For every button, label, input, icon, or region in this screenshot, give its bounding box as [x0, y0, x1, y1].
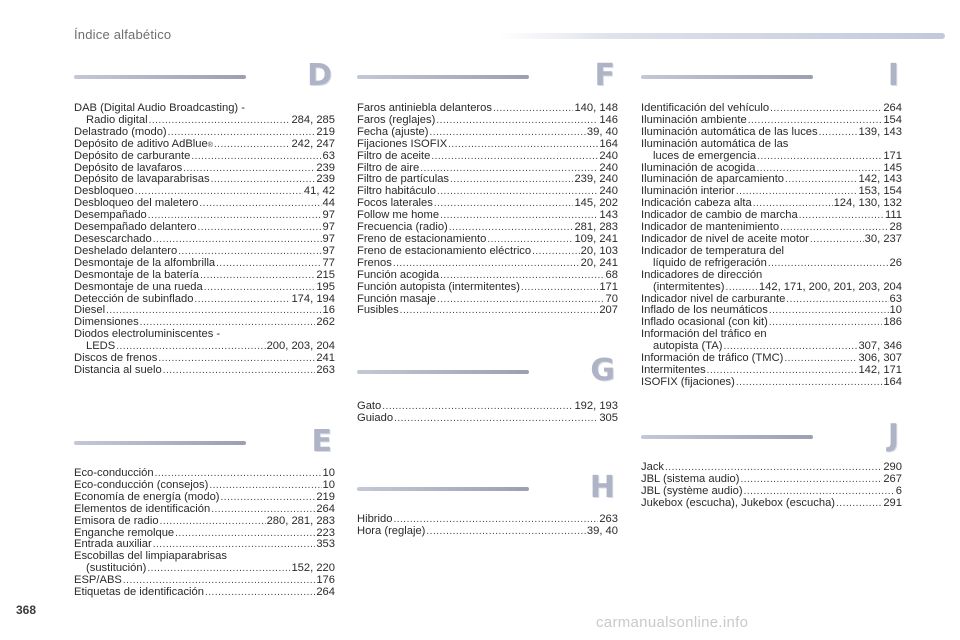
entry-term: Iluminación de acogida — [641, 161, 756, 174]
dot-leader — [430, 127, 586, 139]
index-entry — [74, 492, 335, 504]
entry-page-ref: 284, 285 — [291, 113, 335, 126]
dot-leader — [214, 139, 291, 151]
entry-page-ref: 281, 283 — [574, 221, 618, 234]
entry-page-ref: 145 — [883, 161, 902, 174]
entry-page-ref: 290 — [883, 461, 902, 473]
entry-term: (intermitentes) — [653, 280, 725, 293]
dot-leader — [426, 526, 585, 538]
dot-leader — [437, 294, 605, 306]
entry-page-ref: 20, 103 — [580, 244, 618, 257]
index-entry — [357, 526, 618, 538]
entry-page-ref: 186 — [883, 316, 902, 329]
entry-term: Información de tráfico (TMC) — [641, 352, 784, 365]
section-letter: D — [307, 58, 332, 93]
entry-term: Iluminación interior — [641, 185, 735, 198]
entry-page-ref: 264 — [316, 586, 335, 599]
section-rule — [357, 370, 529, 374]
entry-page-ref: 154 — [883, 113, 902, 126]
dot-leader — [221, 492, 316, 504]
watermark-text: carmanualsonline.info — [596, 614, 749, 631]
entry-term: Eco-conducción (consejos) — [74, 478, 209, 491]
entry-term: Dimensiones — [74, 316, 139, 329]
entry-page-ref: 97 — [322, 244, 335, 257]
dot-leader — [769, 317, 882, 329]
entry-page-ref: 111 — [884, 209, 902, 222]
entry-page-ref: 305 — [599, 411, 618, 424]
entry-term: Gato — [357, 400, 382, 412]
section-head-j — [641, 418, 899, 465]
section-head-e — [74, 424, 332, 471]
entry-term: Filtro habitáculo — [357, 185, 436, 198]
entry-term: Indicador de mantenimiento — [641, 221, 780, 234]
index-list-h — [357, 514, 618, 538]
entry-page-ref: 20, 241 — [580, 256, 618, 269]
entry-term: Escobillas del limpiaparabrisas — [74, 550, 227, 563]
entry-term: Indicación cabeza alta — [641, 197, 752, 210]
entry-term: JBL (système audio) — [641, 484, 743, 497]
entry-page-ref: 240 — [599, 161, 618, 174]
section-letter: H — [589, 470, 615, 505]
entry-term: Filtro de aire — [357, 161, 420, 174]
entry-term: Faros (reglajes) — [357, 113, 436, 126]
dot-leader — [493, 103, 573, 115]
dot-leader — [448, 139, 598, 151]
entry-page-ref: 152, 220 — [291, 562, 335, 575]
entry-page-ref: 223 — [316, 526, 335, 539]
entry-term: Fusibles — [357, 304, 399, 317]
entry-page-ref: 307, 346 — [858, 340, 902, 353]
entry-page-ref: 142, 143 — [858, 173, 902, 186]
section-head-f — [357, 58, 615, 105]
section-head-h — [357, 470, 615, 517]
entry-page-ref: 219 — [316, 490, 335, 503]
entry-term: Detección de subinflado — [74, 292, 194, 305]
entry-page-ref: 267 — [883, 472, 902, 485]
index-entry — [357, 246, 618, 258]
entry-term: Inflado ocasional (con kit) — [641, 316, 768, 329]
index-entry — [74, 294, 335, 306]
index-entry — [74, 246, 335, 258]
entry-term: Frenos — [357, 256, 392, 269]
entry-term: Información del tráfico en — [641, 328, 767, 341]
dot-leader — [532, 246, 580, 258]
entry-page-ref: 41, 42 — [303, 185, 335, 198]
dot-leader — [158, 353, 315, 365]
entry-term: Filtro de partículas — [357, 173, 450, 186]
index-list-d — [74, 103, 335, 377]
entry-page-ref: 139, 143 — [858, 125, 902, 138]
entry-term: Depósito de aditivo AdBlue — [74, 137, 208, 150]
entry-page-ref: 176 — [316, 574, 335, 587]
entry-term: Hibrido — [357, 513, 393, 525]
dot-leader — [436, 115, 598, 127]
index-entry — [641, 246, 902, 258]
dot-leader — [836, 498, 882, 510]
entry-page-ref: 70 — [605, 292, 618, 305]
entry-page-ref: 306, 307 — [858, 352, 902, 365]
entry-term: Follow me home — [357, 209, 440, 222]
header-decorative-bar — [500, 33, 945, 39]
entry-term: Economía de energía (modo) — [74, 490, 220, 503]
entry-term: Discos de frenos — [74, 352, 158, 365]
dot-leader — [147, 563, 290, 575]
entry-term: Deshelado delantero — [74, 244, 178, 257]
index-entry — [357, 127, 618, 139]
dot-leader — [770, 103, 882, 115]
entry-page-ref: 68 — [605, 268, 618, 281]
entry-page-ref: 262 — [316, 316, 335, 329]
entry-page-ref: 280, 281, 283 — [266, 514, 335, 527]
index-list-g — [357, 401, 618, 425]
entry-term: Focos laterales — [357, 197, 433, 210]
entry-page-ref: 16 — [322, 304, 335, 317]
entry-page-ref: 353 — [316, 538, 335, 551]
entry-page-ref: 143 — [599, 209, 618, 222]
entry-page-ref: 44 — [322, 197, 335, 210]
entry-term: Desbloqueo del maletero — [74, 197, 199, 210]
index-entry — [641, 258, 902, 270]
entry-page-ref: 142, 171 — [858, 363, 902, 376]
entry-page-ref: 124, 130, 132 — [833, 197, 902, 210]
section-head-d — [74, 58, 332, 105]
entry-page-ref: 240 — [599, 149, 618, 162]
dot-leader — [160, 516, 266, 528]
entry-term: Iluminación automática de las — [641, 137, 789, 150]
dot-leader — [209, 480, 321, 492]
entry-page-ref: 242, 247 — [291, 137, 335, 150]
index-entry — [74, 282, 335, 294]
dot-leader — [440, 270, 604, 282]
entry-term: Desempañado — [74, 209, 147, 222]
page-header-title: Índice alfabético — [74, 27, 172, 42]
index-list-f — [357, 103, 618, 317]
entry-page-ref: 291 — [883, 496, 902, 509]
section-head-g — [357, 353, 615, 400]
entry-term: Indicador de cambio de marcha — [641, 209, 798, 222]
entry-page-ref: 10 — [322, 467, 335, 479]
index-entry — [74, 365, 335, 377]
dot-leader — [191, 151, 321, 163]
entry-term: Desmontaje de una rueda — [74, 280, 203, 293]
entry-page-ref: 26 — [889, 256, 902, 269]
entry-term: Desempañado delantero — [74, 221, 197, 234]
entry-term: Inflado de los neumáticos — [641, 304, 768, 317]
entry-term: (sustitución) — [86, 562, 147, 575]
entry-term: Iluminación ambiente — [641, 113, 747, 126]
index-entry — [357, 413, 618, 425]
entry-term: Depósito de lavaparabrisas — [74, 173, 210, 186]
entry-page-ref: 97 — [322, 221, 335, 234]
entry-term: Enganche remolque — [74, 526, 175, 539]
dot-leader — [393, 258, 580, 270]
entry-term: Indicador de temperatura del — [641, 244, 785, 257]
entry-page-ref: 215 — [316, 268, 335, 281]
entry-page-ref: 39, 40 — [586, 125, 618, 138]
index-entry — [357, 282, 618, 294]
dot-leader — [382, 401, 573, 413]
index-list-i — [641, 103, 902, 389]
entry-page-ref: 146 — [599, 113, 618, 126]
entry-term: Jukebox (escucha), Jukebox (escucha) — [641, 496, 836, 509]
index-entry — [641, 151, 902, 163]
section-letter: J — [887, 418, 899, 453]
entry-page-ref: 10 — [889, 304, 902, 317]
dot-leader — [175, 528, 315, 540]
entry-term: Emisora de radio — [74, 514, 159, 527]
entry-page-ref: 28 — [889, 221, 902, 234]
index-entry — [641, 282, 902, 294]
entry-term: ISOFIX (fijaciones) — [641, 375, 735, 388]
entry-page-ref: 153, 154 — [858, 185, 902, 198]
index-entry — [74, 270, 335, 282]
entry-term: Jack — [641, 461, 665, 473]
entry-term: Diesel — [74, 304, 106, 317]
entry-term: Depósito de carburante — [74, 149, 191, 162]
entry-term: Depósito de lavafaros — [74, 161, 183, 174]
entry-term: Indicadores de dirección — [641, 268, 763, 281]
index-entry — [357, 305, 618, 317]
dot-leader — [768, 258, 889, 270]
entry-page-ref: 207 — [599, 304, 618, 317]
section-rule — [357, 487, 529, 491]
entry-term: Freno de estacionamiento — [357, 232, 487, 245]
dot-leader — [178, 246, 321, 258]
entry-page-ref: 241 — [316, 352, 335, 365]
entry-page-ref: 6 — [895, 484, 902, 497]
entry-term: Identificación del vehículo — [641, 102, 770, 114]
dot-leader — [168, 127, 316, 139]
index-entry — [357, 401, 618, 413]
index-entry — [74, 516, 335, 528]
index-entry — [641, 270, 902, 282]
dot-leader — [450, 174, 573, 186]
entry-term: Desmontaje de la batería — [74, 268, 200, 281]
entry-page-ref: 174, 194 — [291, 292, 335, 305]
dot-leader — [434, 198, 574, 210]
entry-page-ref: 30, 237 — [864, 232, 902, 245]
entry-term: Desbloqueo — [74, 185, 134, 198]
index-list-j — [641, 462, 902, 510]
entry-page-ref: 63 — [889, 292, 902, 305]
entry-page-ref: 10 — [322, 478, 335, 491]
entry-term: Función autopista (intermitentes) — [357, 280, 520, 293]
index-entry — [74, 151, 335, 163]
section-letter: G — [590, 353, 615, 388]
entry-page-ref: 263 — [599, 513, 618, 525]
entry-page-ref: 145, 202 — [574, 197, 618, 210]
entry-page-ref: 63 — [322, 149, 335, 162]
entry-term: Entrada auxiliar — [74, 538, 152, 551]
index-entry — [357, 258, 618, 270]
dot-leader — [810, 234, 864, 246]
index-entry: Depósito de aditivo AdBlue ® ..... 242, 247 — [74, 139, 335, 151]
section-rule — [641, 435, 813, 439]
entry-term: Indicador de nivel de aceite motor — [641, 232, 809, 245]
entry-term: Elementos de identificación — [74, 502, 211, 515]
index-entry — [74, 127, 335, 139]
dot-leader — [199, 198, 321, 210]
section-letter: F — [594, 58, 615, 93]
index-entry — [357, 139, 618, 151]
entry-page-ref: 39, 40 — [586, 524, 618, 537]
entry-page-ref: 140, 148 — [574, 102, 618, 114]
entry-term: DAB (Digital Audio Broadcasting) - — [74, 102, 245, 114]
index-entry — [74, 587, 335, 599]
entry-page-ref: 200, 203, 204 — [266, 340, 335, 353]
dot-leader — [726, 282, 758, 294]
entry-term: Faros antiniebla delanteros — [357, 102, 492, 114]
entry-term: Función masaje — [357, 292, 436, 305]
index-list-e — [74, 468, 335, 599]
section-rule — [641, 75, 813, 79]
entry-term: Diodos electroluminiscentes - — [74, 328, 221, 341]
entry-page-ref: 109, 241 — [574, 232, 618, 245]
entry-term: Etiquetas de identificación — [74, 586, 204, 599]
entry-page-ref: 77 — [322, 256, 335, 269]
entry-term: Fijaciones ISOFIX — [357, 137, 448, 150]
index-entry — [357, 270, 618, 282]
entry-page-ref: 240 — [599, 185, 618, 198]
dot-leader — [211, 504, 315, 516]
dot-leader — [521, 282, 598, 294]
dot-leader — [786, 294, 888, 306]
dot-leader — [198, 222, 322, 234]
section-head-i — [641, 58, 899, 105]
index-entry — [641, 498, 902, 510]
entry-term: Guiado — [357, 411, 394, 424]
entry-term: JBL (sistema audio) — [641, 472, 740, 485]
dot-leader — [757, 151, 882, 163]
entry-term: Delastrado (modo) — [74, 125, 167, 138]
dot-leader — [153, 234, 322, 246]
entry-page-ref: 263 — [316, 363, 335, 376]
entry-page-ref: 239, 240 — [574, 173, 618, 186]
dot-leader — [785, 174, 857, 186]
entry-term: Desescarchado — [74, 232, 152, 245]
section-letter: E — [311, 424, 332, 459]
dot-leader — [205, 587, 315, 599]
entry-term: autopista (TA) — [653, 340, 723, 353]
entry-term: Frecuencia (radio) — [357, 221, 448, 234]
entry-page-ref: 97 — [322, 232, 335, 245]
entry-page-ref: 171 — [883, 149, 902, 162]
entry-term: Hora (reglaje) — [357, 524, 426, 537]
entry-term: Función acogida — [357, 268, 440, 281]
index-entry — [357, 151, 618, 163]
dot-leader — [799, 210, 884, 222]
entry-term: Desmontaje de la alfombrilla — [74, 256, 216, 269]
dot-leader — [431, 151, 598, 163]
entry-term: Iluminación de aparcamiento — [641, 173, 785, 186]
dot-leader — [211, 174, 316, 186]
entry-page-ref: 239 — [316, 161, 335, 174]
entry-term: Freno de estacionamiento eléctrico — [357, 244, 532, 257]
dot-leader — [194, 294, 290, 306]
entry-term: ESP/ABS — [74, 574, 122, 587]
dot-leader — [736, 377, 882, 389]
entry-page-ref: 264 — [316, 502, 335, 515]
index-entry — [641, 139, 902, 151]
entry-term: Intermitentes — [641, 363, 706, 376]
dot-leader — [216, 258, 321, 270]
dot-leader — [819, 127, 858, 139]
entry-term: Distancia al suelo — [74, 363, 162, 376]
entry-page-ref: 195 — [316, 280, 335, 293]
dot-leader — [769, 305, 889, 317]
dot-leader — [204, 282, 316, 294]
section-rule — [357, 75, 529, 79]
section-letter: I — [887, 58, 899, 93]
index-entry — [74, 258, 335, 270]
entry-term: Iluminación automática de las luces — [641, 125, 818, 138]
entry-page-ref: 219 — [316, 125, 335, 138]
entry-page-ref: 164 — [883, 375, 902, 388]
entry-page-ref: 239 — [316, 173, 335, 186]
entry-term: Radio digital — [86, 113, 148, 126]
index-entry — [74, 504, 335, 516]
dot-leader — [744, 486, 895, 498]
entry-term: líquido de refrigeración — [653, 256, 767, 269]
dot-leader — [149, 115, 291, 127]
entry-page-ref: 97 — [322, 209, 335, 222]
dot-leader — [740, 474, 882, 486]
entry-term: Filtro de aceite — [357, 149, 431, 162]
index-entry — [641, 127, 902, 139]
index-entry — [641, 486, 902, 498]
dot-leader — [394, 413, 598, 425]
dot-leader — [400, 305, 599, 317]
dot-leader — [784, 353, 857, 365]
section-rule — [74, 441, 246, 445]
section-rule — [74, 75, 246, 79]
entry-term: Fecha (ajuste) — [357, 125, 429, 138]
entry-term: Indicador nivel de carburante — [641, 292, 786, 305]
entry-page-ref: 171 — [599, 280, 618, 293]
entry-page-ref: 192, 193 — [574, 400, 618, 412]
entry-page-ref: 164 — [599, 137, 618, 150]
dot-leader — [163, 365, 316, 377]
entry-page-ref: 264 — [883, 102, 902, 114]
entry-term: LEDS — [86, 340, 116, 353]
index-entry — [641, 377, 902, 389]
page-number: 368 — [16, 603, 37, 617]
entry-term: Eco-conducción — [74, 467, 154, 479]
dot-leader — [200, 270, 315, 282]
entry-page-ref: 142, 171, 200, 201, 203, 204 — [758, 280, 902, 293]
entry-term: luces de emergencia — [653, 149, 757, 162]
